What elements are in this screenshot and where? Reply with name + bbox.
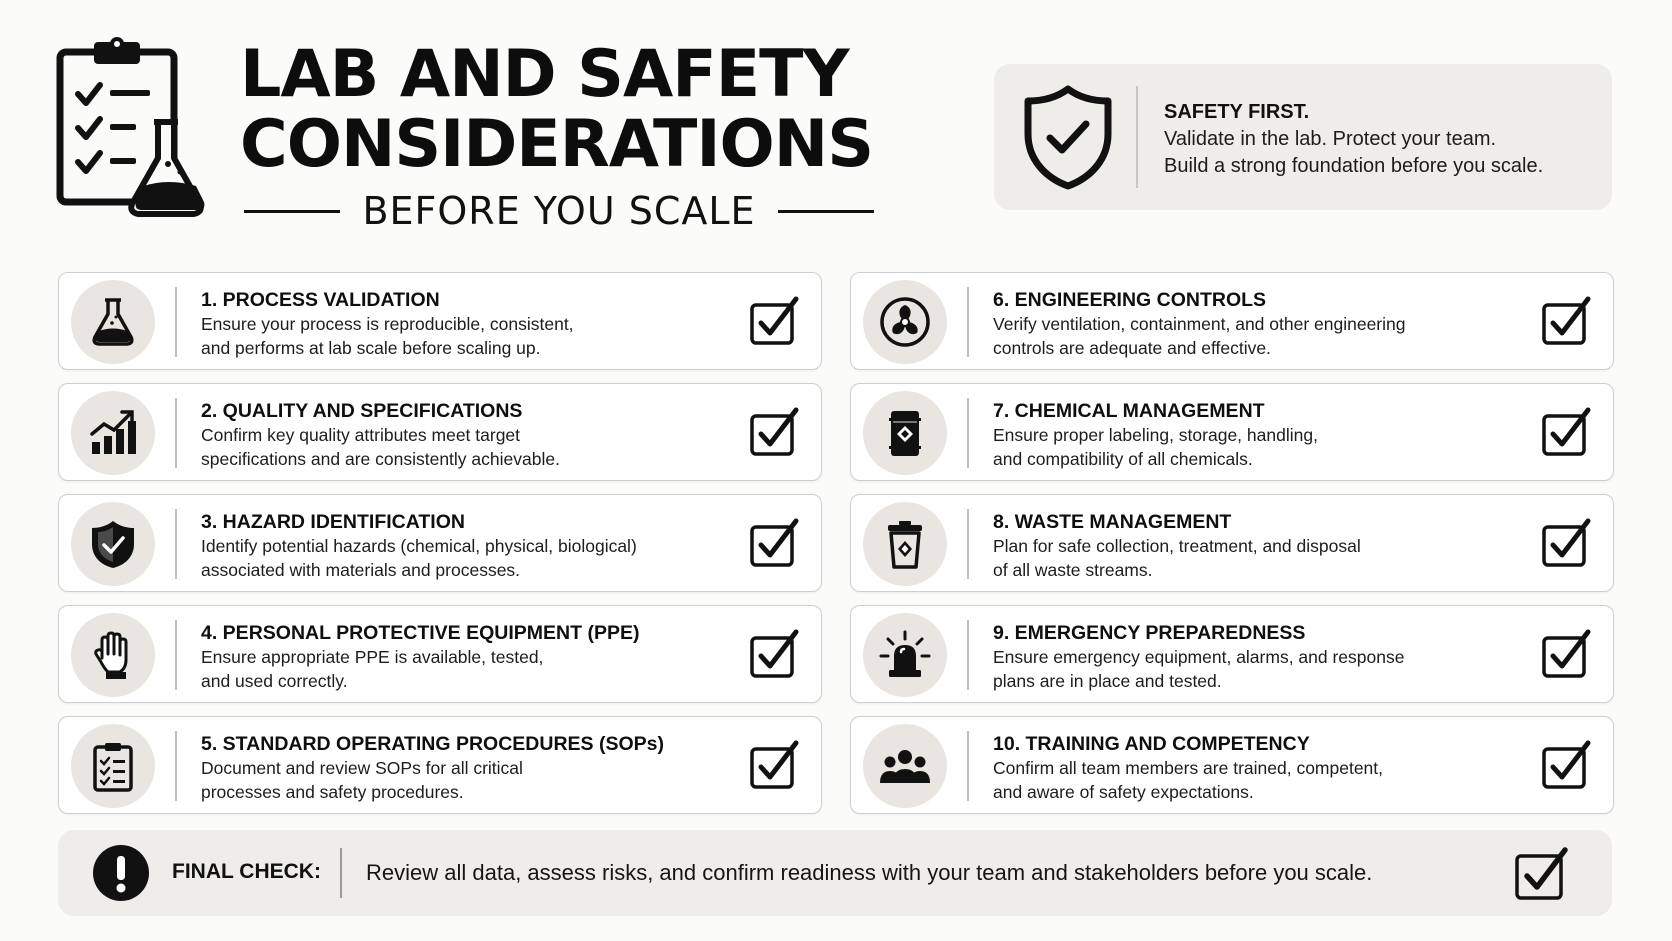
checkbox-checked-icon[interactable] xyxy=(749,406,799,458)
item-desc-line-1: Confirm all team members are trained, competent, xyxy=(993,758,1384,778)
item-title: 3. HAZARD IDENTIFICATION xyxy=(201,511,465,533)
item-desc-line-1: Verify ventilation, containment, and other engineering xyxy=(993,314,1406,334)
checkbox-checked-icon[interactable] xyxy=(749,517,799,569)
checklist-item-hazard-identification xyxy=(58,494,822,592)
item-icon-circle xyxy=(863,724,947,808)
item-divider xyxy=(967,398,969,468)
checkbox-checked-icon[interactable] xyxy=(1541,739,1591,791)
item-desc-line-2: of all waste streams. xyxy=(993,559,1153,580)
checklist-item-engineering-controls xyxy=(850,272,1614,370)
item-text xyxy=(993,620,1513,693)
item-icon-circle xyxy=(71,502,155,586)
safety-text xyxy=(1164,98,1594,180)
item-divider xyxy=(175,620,177,690)
checklist-item-ppe xyxy=(58,605,822,703)
item-icon-circle xyxy=(71,280,155,364)
checkbox-checked-icon[interactable] xyxy=(749,628,799,680)
checkbox-checked-icon[interactable] xyxy=(1541,295,1591,347)
title-line-2: CONSIDERATIONS xyxy=(240,107,874,182)
subtitle-row xyxy=(244,188,874,234)
checklist-item-process-validation xyxy=(58,272,822,370)
flask-icon xyxy=(86,295,140,349)
safety-line-2: Build a strong foundation before you scale. xyxy=(1164,155,1544,177)
waste-bin-icon xyxy=(878,517,932,571)
item-title: 4. PERSONAL PROTECTIVE EQUIPMENT (PPE) xyxy=(201,622,640,644)
final-check-divider xyxy=(340,848,342,898)
safety-first-card xyxy=(994,64,1612,210)
shield-icon xyxy=(86,517,140,571)
item-icon-circle xyxy=(863,502,947,586)
item-divider xyxy=(967,731,969,801)
item-desc-line-2: controls are adequate and effective. xyxy=(993,337,1271,358)
item-title: 9. EMERGENCY PREPAREDNESS xyxy=(993,622,1306,644)
chemical-drum-icon xyxy=(878,406,932,460)
item-icon-circle xyxy=(71,724,155,808)
item-title: 1. PROCESS VALIDATION xyxy=(201,289,440,311)
checklist-item-waste-management xyxy=(850,494,1614,592)
checklist-item-chemical-management xyxy=(850,383,1614,481)
item-icon-circle xyxy=(71,391,155,475)
item-icon-circle xyxy=(863,391,947,475)
checkbox-checked-icon[interactable] xyxy=(749,739,799,791)
item-text xyxy=(993,731,1513,804)
item-desc-line-2: and compatibility of all chemicals. xyxy=(993,448,1253,469)
item-desc-line-2: specifications and are consistently achievable. xyxy=(201,448,560,469)
fan-icon xyxy=(878,295,932,349)
safety-heading: SAFETY FIRST. xyxy=(1164,101,1310,123)
item-desc-line-1: Confirm key quality attributes meet target xyxy=(201,425,521,445)
item-text xyxy=(201,398,721,471)
checkbox-checked-icon[interactable] xyxy=(749,295,799,347)
item-desc-line-2: processes and safety procedures. xyxy=(201,781,464,802)
final-check-text: Review all data, assess risks, and confirm readiness with your team and stakeholders before you scale. xyxy=(366,860,1373,885)
item-divider xyxy=(175,287,177,357)
item-text xyxy=(201,731,721,804)
item-title: 5. STANDARD OPERATING PROCEDURES (SOPs) xyxy=(201,733,664,755)
checklist-item-emergency-preparedness xyxy=(850,605,1614,703)
checklist-item-sops xyxy=(58,716,822,814)
item-desc-line-1: Identify potential hazards (chemical, physical, biological) xyxy=(201,536,637,556)
clipboard-icon xyxy=(86,739,140,793)
final-check-label: FINAL CHECK: xyxy=(172,860,321,883)
final-check-banner xyxy=(58,830,1612,916)
item-desc-line-1: Plan for safe collection, treatment, and disposal xyxy=(993,536,1361,556)
item-text xyxy=(993,398,1513,471)
bar-chart-icon xyxy=(86,406,140,460)
checkbox-checked-icon[interactable] xyxy=(1514,846,1570,902)
exclamation-icon xyxy=(92,844,150,902)
checkbox-checked-icon[interactable] xyxy=(1541,517,1591,569)
clipboard-flask-icon xyxy=(56,36,212,226)
item-text xyxy=(201,287,721,360)
item-desc-line-1: Ensure proper labeling, storage, handling, xyxy=(993,425,1318,445)
subtitle-rule-left xyxy=(244,210,340,213)
item-text xyxy=(993,509,1513,582)
item-desc-line-2: and performs at lab scale before scaling up. xyxy=(201,337,541,358)
checkbox-checked-icon[interactable] xyxy=(1541,406,1591,458)
item-icon-circle xyxy=(863,613,947,697)
checklist-item-training-competency xyxy=(850,716,1614,814)
item-divider xyxy=(175,398,177,468)
title-line-1: LAB AND SAFETY xyxy=(240,37,849,112)
item-desc-line-2: and used correctly. xyxy=(201,670,348,691)
glove-icon xyxy=(86,628,140,682)
item-divider xyxy=(175,509,177,579)
item-desc-line-1: Document and review SOPs for all critical xyxy=(201,758,523,778)
item-title: 6. ENGINEERING CONTROLS xyxy=(993,289,1267,311)
item-title: 8. WASTE MANAGEMENT xyxy=(993,511,1232,533)
item-desc-line-1: Ensure emergency equipment, alarms, and response xyxy=(993,647,1405,667)
checkbox-checked-icon[interactable] xyxy=(1541,628,1591,680)
item-title: 7. CHEMICAL MANAGEMENT xyxy=(993,400,1265,422)
alarm-light-icon xyxy=(878,628,932,682)
item-desc-line-2: associated with materials and processes. xyxy=(201,559,521,580)
item-desc-line-2: plans are in place and tested. xyxy=(993,670,1222,691)
safety-divider xyxy=(1136,86,1138,188)
page-title xyxy=(240,37,890,182)
item-text xyxy=(993,287,1513,360)
subtitle-rule-right xyxy=(778,210,874,213)
item-icon-circle xyxy=(863,280,947,364)
team-icon xyxy=(878,739,932,793)
item-text xyxy=(201,620,721,693)
item-divider xyxy=(175,731,177,801)
item-divider xyxy=(967,509,969,579)
checklist-item-quality-specifications xyxy=(58,383,822,481)
item-divider xyxy=(967,287,969,357)
item-desc-line-1: Ensure appropriate PPE is available, tested, xyxy=(201,647,544,667)
item-text xyxy=(201,509,721,582)
shield-check-icon xyxy=(1020,84,1116,190)
page-subtitle: BEFORE YOU SCALE xyxy=(362,189,756,233)
item-icon-circle xyxy=(71,613,155,697)
safety-line-1: Validate in the lab. Protect your team. xyxy=(1164,128,1497,150)
item-desc-line-1: Ensure your process is reproducible, consistent, xyxy=(201,314,574,334)
item-divider xyxy=(967,620,969,690)
item-desc-line-2: and aware of safety expectations. xyxy=(993,781,1254,802)
item-title: 10. TRAINING AND COMPETENCY xyxy=(993,733,1310,755)
item-title: 2. QUALITY AND SPECIFICATIONS xyxy=(201,400,523,422)
